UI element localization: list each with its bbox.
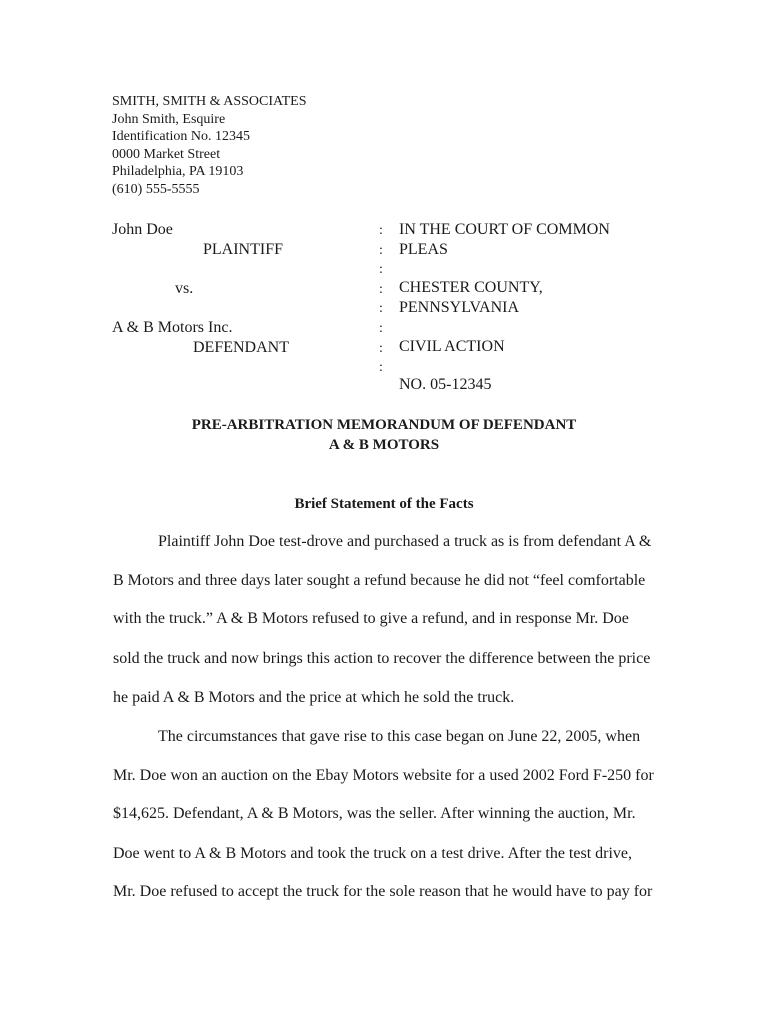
caption-separator: :	[379, 360, 383, 375]
plaintiff-name: John Doe	[112, 221, 173, 238]
caption-separator: :	[379, 301, 383, 316]
caption-separator: :	[379, 282, 383, 297]
caption-separator: :	[379, 321, 383, 336]
street-address: 0000 Market Street	[112, 146, 221, 162]
body-text-line: he paid A & B Motors and the price at which he sold the truck.	[113, 689, 515, 706]
body-text-line: $14,625. Defendant, A & B Motors, was the seller. After winning the auction, Mr.	[113, 805, 636, 822]
identification-number: Identification No. 12345	[112, 129, 251, 144]
memorandum-title-line1: PRE-ARBITRATION MEMORANDUM OF DEFENDANT	[191, 417, 577, 433]
caption-separator: :	[379, 262, 383, 277]
body-text-line: Doe went to A & B Motors and took the truck on a test drive. After the test drive,	[113, 845, 633, 862]
body-text-line: Mr. Doe won an auction on the Ebay Motors website for a used 2002 Ford F-250 for	[113, 767, 654, 784]
defendant-role: DEFENDANT	[193, 339, 289, 356]
section-heading: Brief Statement of the Facts	[294, 496, 474, 512]
plaintiff-role: PLAINTIFF	[203, 241, 284, 258]
defendant-name: A & B Motors Inc.	[112, 319, 233, 336]
county-line2: PENNSYLVANIA	[399, 299, 520, 316]
body-text-line: The circumstances that gave rise to this case began on June 22, 2005, when	[158, 728, 641, 745]
body-text-line: B Motors and three days later sought a refund because he did not “feel comfortable	[113, 572, 646, 589]
body-text-line: with the truck.” A & B Motors refused to give a refund, and in response Mr. Doe	[113, 610, 629, 627]
caption-separator: :	[379, 341, 383, 356]
court-name-line1: IN THE COURT OF COMMON	[399, 221, 610, 238]
caption-separator: :	[379, 223, 383, 238]
body-text-line: Mr. Doe refused to accept the truck for the sole reason that he would have to pay for	[113, 883, 653, 900]
phone-number: (610) 555-5555	[112, 181, 200, 197]
case-number: NO. 05-12345	[399, 376, 492, 393]
city-state-zip: Philadelphia, PA 19103	[112, 164, 244, 179]
county-line1: CHESTER COUNTY,	[399, 279, 543, 296]
civil-action-label: CIVIL ACTION	[399, 338, 505, 355]
body-text-line: Plaintiff John Doe test-drove and purchased a truck as is from defendant A &	[158, 533, 652, 550]
attorney-letterhead	[112, 93, 306, 198]
case-caption	[0, 220, 768, 395]
court-name-line2: PLEAS	[399, 241, 448, 258]
firm-name: SMITH, SMITH & ASSOCIATES	[112, 94, 307, 109]
caption-separator: :	[379, 243, 383, 258]
attorney-name: John Smith, Esquire	[112, 111, 226, 127]
versus-label: vs.	[175, 280, 194, 297]
body-text-line: sold the truck and now brings this action to recover the difference between the price	[113, 650, 651, 667]
memorandum-title-line2: A & B MOTORS	[328, 437, 440, 453]
